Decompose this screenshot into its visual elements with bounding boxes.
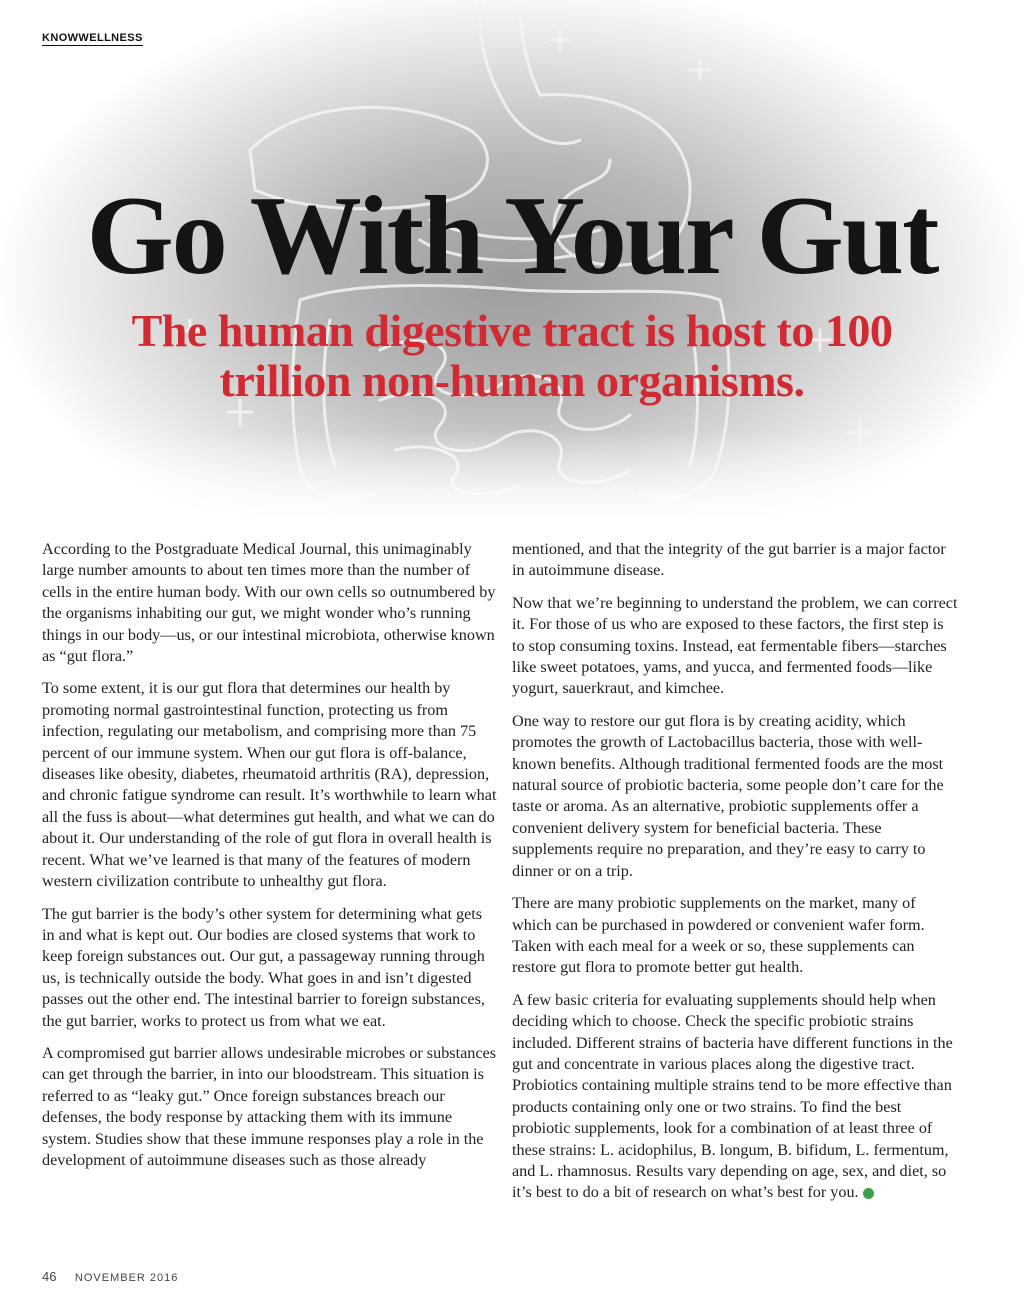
paragraph: mentioned, and that the integrity of the gut barrier is a major factor in autoimmune disease. — [512, 540, 946, 580]
page-footer — [42, 1268, 178, 1286]
final-paragraph — [512, 990, 958, 1204]
paragraph: The gut barrier is the body’s other system for determining what gets in and what is kept out. Our bodies are closed systems that work to keep foreign substances out. Our gut, a passageway running through us, is technically outside the body. What goes in and isn’t digested passes out the other end. The intestinal barrier to foreign substances, the gut barrier, works to protect us from what we eat. — [42, 904, 485, 1030]
right-column — [512, 539, 958, 1215]
hero-fade — [0, 430, 1024, 520]
paragraph: There are many probiotic supplements on the market, many of which can be purchased in powdered or convenient wafer form. Taken with each meal for a week or so, these supplements can restore gut flora to promote better gut health. — [512, 894, 925, 977]
issue-date: NOVEMBER 2016 — [74, 1272, 179, 1284]
article-title: Go With Your Gut — [86, 174, 938, 298]
paragraph-text: A few basic criteria for evaluating supplements should help when deciding which to choose. Check the specific probiotic strains included. Different strains of bacteria have different functions in the gut and concentrate in various places along the digestive tract. Probiotics containing multiple strains tend to be more effective than products containing only one or two strains. To find the best probiotic supplements, look for a combination of at least three of these strains: L. acidophilus, B. longum, B. bifidum, L. fermentum, and L. rhamnosus. Results vary depending on age, sex, and diet, so it’s best to do a bit of research on what’s best for you. — [512, 990, 953, 1202]
article-subtitle: The human digestive tract is host to 100 trillion non-human organisms. — [131, 305, 893, 406]
left-column — [42, 539, 498, 1182]
section-label: KNOWWELLNESS — [42, 32, 143, 44]
paragraph: To some extent, it is our gut flora that determines our health by promoting normal gastrointestinal function, protecting us from infection, regulating our metabolism, and comprising more than 75 percent of our immune system. When our gut flora is off-balance, diseases like obesity, diabetes, rheumatoid arthritis (RA), depression, and chronic fatigue syndrome can result. It’s worthwhile to learn what all the fuss is about—what determines gut health, and what we can do about it. Our understanding of the role of gut flora in overall health is recent. What we’ve learned is that many of the features of modern western civilization contribute to unhealthy gut flora. — [42, 679, 497, 891]
paragraph: According to the Postgraduate Medical Journal, this unimaginably large number amounts to about ten times more than the number of cells in the entire human body. With our own cells so outnumbered by the organisms inhabiting our gut, we might wonder who’s running things in our body—us, or our intestinal microbiota, otherwise known as “gut flora.” — [42, 540, 496, 666]
end-mark-icon — [863, 1188, 874, 1199]
paragraph: One way to restore our gut flora is by creating acidity, which promotes the growth of Lactobacillus bacteria, those with well-known benefits. Although traditional fermented foods are the most natural source of probiotic bacteria, some people don’t care for the taste or aroma. As an alternative, probiotic supplements offer a convenient delivery system for beneficial bacteria. These supplements require no preparation, and they’re easy to carry to dinner or on a trip. — [512, 711, 944, 880]
paragraph: A compromised gut barrier allows undesirable microbes or substances can get through the barrier, in into our bloodstream. This situation is referred to as “leaky gut.” Once foreign substances breach our defenses, the body response by attacking them with its immune system. Studies show that these immune responses play a role in the development of autoimmune diseases such as those already — [42, 1043, 497, 1169]
page-number: 46 — [42, 1269, 57, 1284]
paragraph: Now that we’re beginning to understand the problem, we can correct it. For those of us who are exposed to these factors, the first step is to stop consuming toxins. Instead, eat fermentable fibers—starches like sweet potatoes, yams, and yucca, and fermented foods—like yogurt, sauerkraut, and kimchee. — [512, 593, 958, 698]
